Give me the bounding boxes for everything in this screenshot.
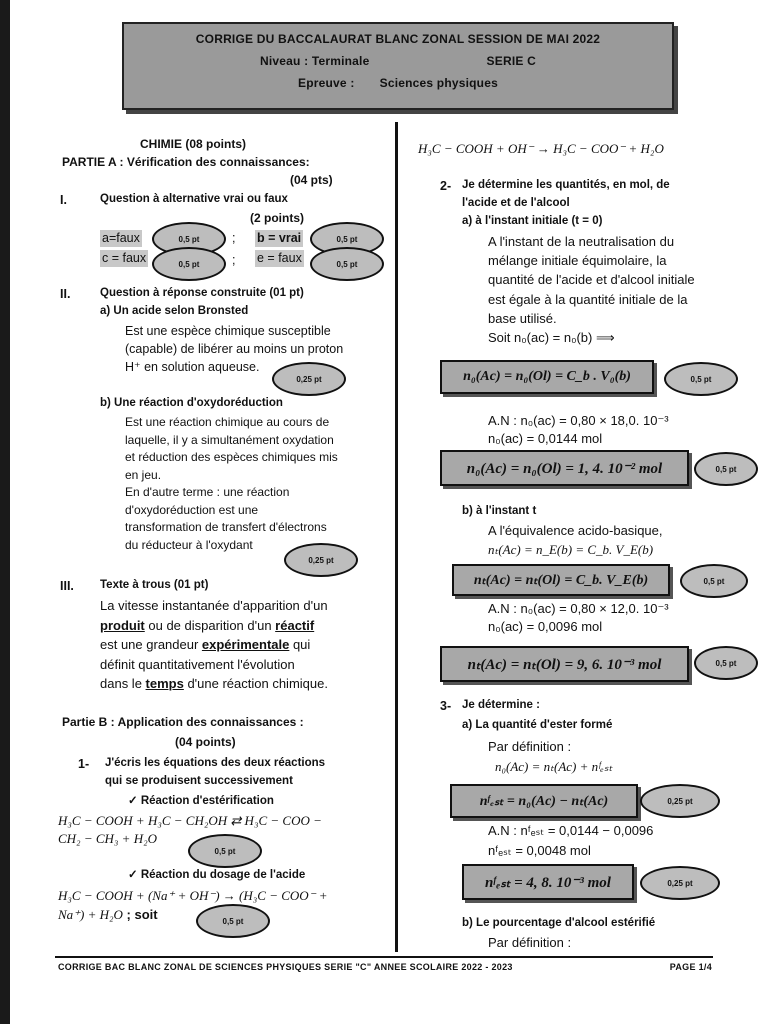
q1-title: Question à alternative vrai ou faux: [100, 193, 288, 205]
answer-line: définit quantitativement l'évolution: [100, 656, 295, 672]
blank-temps: temps: [145, 676, 184, 691]
result-box-n0: n₀(Ac) = n₀(Ol) = C_b . V₀(b): [440, 360, 654, 394]
text-line: est égale à la quantité initiale de la: [488, 291, 688, 307]
r2-line1: Je détermine les quantités, en mol, de: [462, 179, 670, 191]
score-oval: 0,5 pt: [310, 222, 384, 256]
subject-label: Sciences physiques: [379, 76, 498, 90]
result-box-nt: nₜ(Ac) = nₜ(Ol) = C_b. V_E(b): [452, 564, 670, 596]
q2b-answer: [125, 414, 338, 554]
answer-line: laquelle, il y a simultanément oxydation: [125, 432, 334, 447]
partie-a-heading: PARTIE A : Vérification des connaissances:: [62, 155, 310, 169]
b1-number: 1-: [78, 757, 90, 771]
r2a-text: [488, 232, 695, 347]
footer-text: CORRIGE BAC BLANC ZONAL DE SCIENCES PHYSIQUES SERIE "C" ANNEE SCOLAIRE 2022 - 2023: [58, 962, 513, 972]
left-page-edge: [0, 0, 10, 1024]
text-line: base utilisé.: [488, 310, 557, 326]
result-box-nt-value: nₜ(Ac) = nₜ(Ol) = 9, 6. 10⁻³ mol: [440, 646, 689, 682]
score-oval: 0,25 pt: [640, 866, 720, 900]
answer-line: en jeu.: [125, 467, 162, 482]
level-label: Niveau : Terminale: [260, 54, 370, 68]
an3-line2: nᶠₑₛₜ = 0,0048 mol: [488, 843, 591, 858]
answer-line: Est une réaction chimique au cours de: [125, 415, 330, 429]
q3-title: Texte à trous (01 pt): [100, 579, 209, 591]
dosage-eq-line2: [58, 906, 158, 924]
score-oval: 0,25 pt: [272, 362, 346, 396]
score-oval: 0,5 pt: [664, 362, 738, 396]
r3a-line2: n₀(Ac) = nₜ(Ac) + nᶠₑₛₜ: [495, 759, 613, 774]
q1-answer-b: b = vrai: [257, 231, 302, 245]
q1-answer-e: e = faux: [257, 251, 302, 265]
blank-experimentale: expérimentale: [201, 637, 290, 652]
result-box-ester: nᶠₑₛₜ = n₀(Ac) − nₜ(Ac): [450, 784, 638, 818]
q2a-label: a) Un acide selon Bronsted: [100, 305, 249, 317]
q2-number: II.: [60, 287, 71, 301]
neutralisation-equation: H₃C − COOH + OH⁻ → H₃C − COO⁻ + H₂O: [418, 141, 664, 156]
header-level: [124, 54, 672, 68]
page-number: PAGE 1/4: [669, 962, 712, 972]
blank-reactif: réactif: [275, 617, 315, 633]
epreuve-label: Epreuve :: [298, 76, 355, 90]
equation-run: Na⁺) + H₂O: [58, 907, 123, 922]
answer-line: Est une espèce chimique susceptible: [125, 324, 331, 338]
q3-number: III.: [60, 579, 74, 593]
answer-line: d'oxydoréduction est une: [125, 502, 259, 517]
q1-number: I.: [60, 193, 67, 207]
text-run: d'une réaction chimique.: [183, 676, 328, 691]
score-oval: 0,5 pt: [196, 904, 270, 938]
page-header: [122, 22, 674, 110]
text-run: est une grandeur: [100, 637, 202, 652]
answer-line: (capable) de libérer au moins un proton: [125, 342, 344, 357]
q2b-label: b) Une réaction d'oxydoréduction: [100, 397, 283, 409]
separator: ;: [232, 253, 236, 267]
text-line: A l'instant de la neutralisation du: [488, 234, 675, 249]
b1-line1: J'écris les équations des deux réactions: [105, 757, 326, 769]
dosage-title: ✓ Réaction du dosage de l'acide: [128, 869, 306, 881]
r2-number: 2-: [440, 179, 452, 193]
r3b-line1: Par définition :: [488, 935, 572, 950]
score-oval: 0,5 pt: [152, 247, 226, 281]
chimie-heading: CHIMIE (08 points): [140, 137, 247, 151]
r2b-line1: A l'équivalence acido-basique,: [488, 523, 663, 538]
text-run: qui: [289, 637, 311, 652]
r3b-label: b) Le pourcentage d'alcool estérifié: [462, 917, 656, 929]
score-oval: 0,25 pt: [640, 784, 720, 818]
q1-answer-a: a=faux: [102, 231, 140, 245]
q1-points: (2 points): [250, 211, 304, 225]
score-oval: 0,5 pt: [694, 452, 758, 486]
answer-line: [100, 616, 328, 636]
result-box-n0-value: n₀(Ac) = n₀(Ol) = 1, 4. 10⁻² mol: [440, 450, 689, 486]
partie-a-points: (04 pts): [290, 173, 333, 187]
esterification-title: ✓ Réaction d'estérification: [128, 795, 274, 807]
footer-rule: [55, 956, 713, 958]
r2b-line2: nₜ(Ac) = n_E(b) = C_b. V_E(b): [488, 542, 654, 557]
an2-line2: n₀(ac) = 0,0096 mol: [488, 619, 603, 634]
answer-line: La vitesse instantanée d'apparition d'un: [100, 598, 328, 613]
text-run: dans le: [100, 676, 146, 691]
an1-line1: A.N : n₀(ac) = 0,80 × 18,0. 10⁻³: [488, 413, 669, 428]
answer-line: H⁺ en solution aqueuse.: [125, 360, 260, 375]
r3a-label: a) La quantité d'ester formé: [462, 719, 613, 731]
partie-b-points: (04 points): [175, 735, 236, 749]
score-oval: 0,5 pt: [310, 247, 384, 281]
partie-b-heading: Partie B : Application des connaissances :: [62, 715, 304, 729]
r3-title: Je détermine :: [462, 699, 540, 711]
answer-line: En d'autre terme : une réaction: [125, 485, 290, 500]
score-oval: 0,5 pt: [694, 646, 758, 680]
q3-answer: [100, 596, 328, 694]
r3a-line1: Par définition :: [488, 739, 572, 754]
an1-line2: n₀(ac) = 0,0144 mol: [488, 431, 603, 446]
column-divider: [395, 122, 398, 952]
answer-line: transformation de transfert d'électrons: [125, 520, 327, 535]
esterification-eq-line1: H₃C − COOH + H₃C − CH₂OH ⇄ H₃C − COO −: [58, 813, 322, 828]
text-run: ou de disparition d'un: [144, 617, 276, 633]
q2-title: Question à réponse construite (01 pt): [100, 287, 304, 299]
esterification-eq-line2: CH₂ − CH₃ + H₂O: [58, 831, 157, 846]
score-oval: 0,25 pt: [284, 543, 358, 577]
page-footer: [58, 962, 712, 972]
score-oval: 0,5 pt: [680, 564, 748, 598]
text-line: Soit n₀(ac) = n₀(b) ⟹: [488, 330, 615, 346]
dosage-eq-line1: H₃C − COOH + (Na⁺ + OH⁻) → (H₃C − COO⁻ +: [58, 888, 328, 903]
q1-answer-c: c = faux: [102, 251, 147, 265]
r3-number: 3-: [440, 699, 452, 713]
text-line: quantité de l'acide et d'alcool initiale: [488, 272, 695, 288]
answer-line: et réduction des espèces chimiques mis: [125, 450, 338, 465]
an2-line1: A.N : n₀(ac) = 0,80 × 12,0. 10⁻³: [488, 601, 669, 616]
blank-produit: produit: [100, 617, 145, 633]
r2b-label: b) à l'instant t: [462, 505, 537, 517]
header-title: CORRIGE DU BACCALAURAT BLANC ZONAL SESSION DE MAI 2022: [195, 32, 601, 46]
separator: ;: [232, 231, 236, 245]
answer-line: [100, 674, 328, 694]
serie-label: SERIE C: [486, 54, 536, 68]
score-oval: 0,5 pt: [152, 222, 226, 256]
answer-line: du réducteur à l'oxydant: [125, 537, 253, 552]
r2-line2: l'acide et de l'alcool: [462, 197, 570, 209]
score-oval: 0,5 pt: [188, 834, 262, 868]
b1-line2: qui se produisent successivement: [105, 775, 293, 787]
result-box-ester-value: nᶠₑₛₜ = 4, 8. 10⁻³ mol: [462, 864, 634, 900]
an3-line1: A.N : nᶠₑₛₜ = 0,0144 − 0,0096: [488, 823, 654, 838]
text-line: mélange initiale équimolaire, la: [488, 253, 667, 269]
r2a-label: a) à l'instant initiale (t = 0): [462, 215, 603, 227]
answer-line: [100, 635, 328, 655]
header-subject: [124, 76, 672, 90]
text-run: ; soit: [122, 907, 158, 922]
